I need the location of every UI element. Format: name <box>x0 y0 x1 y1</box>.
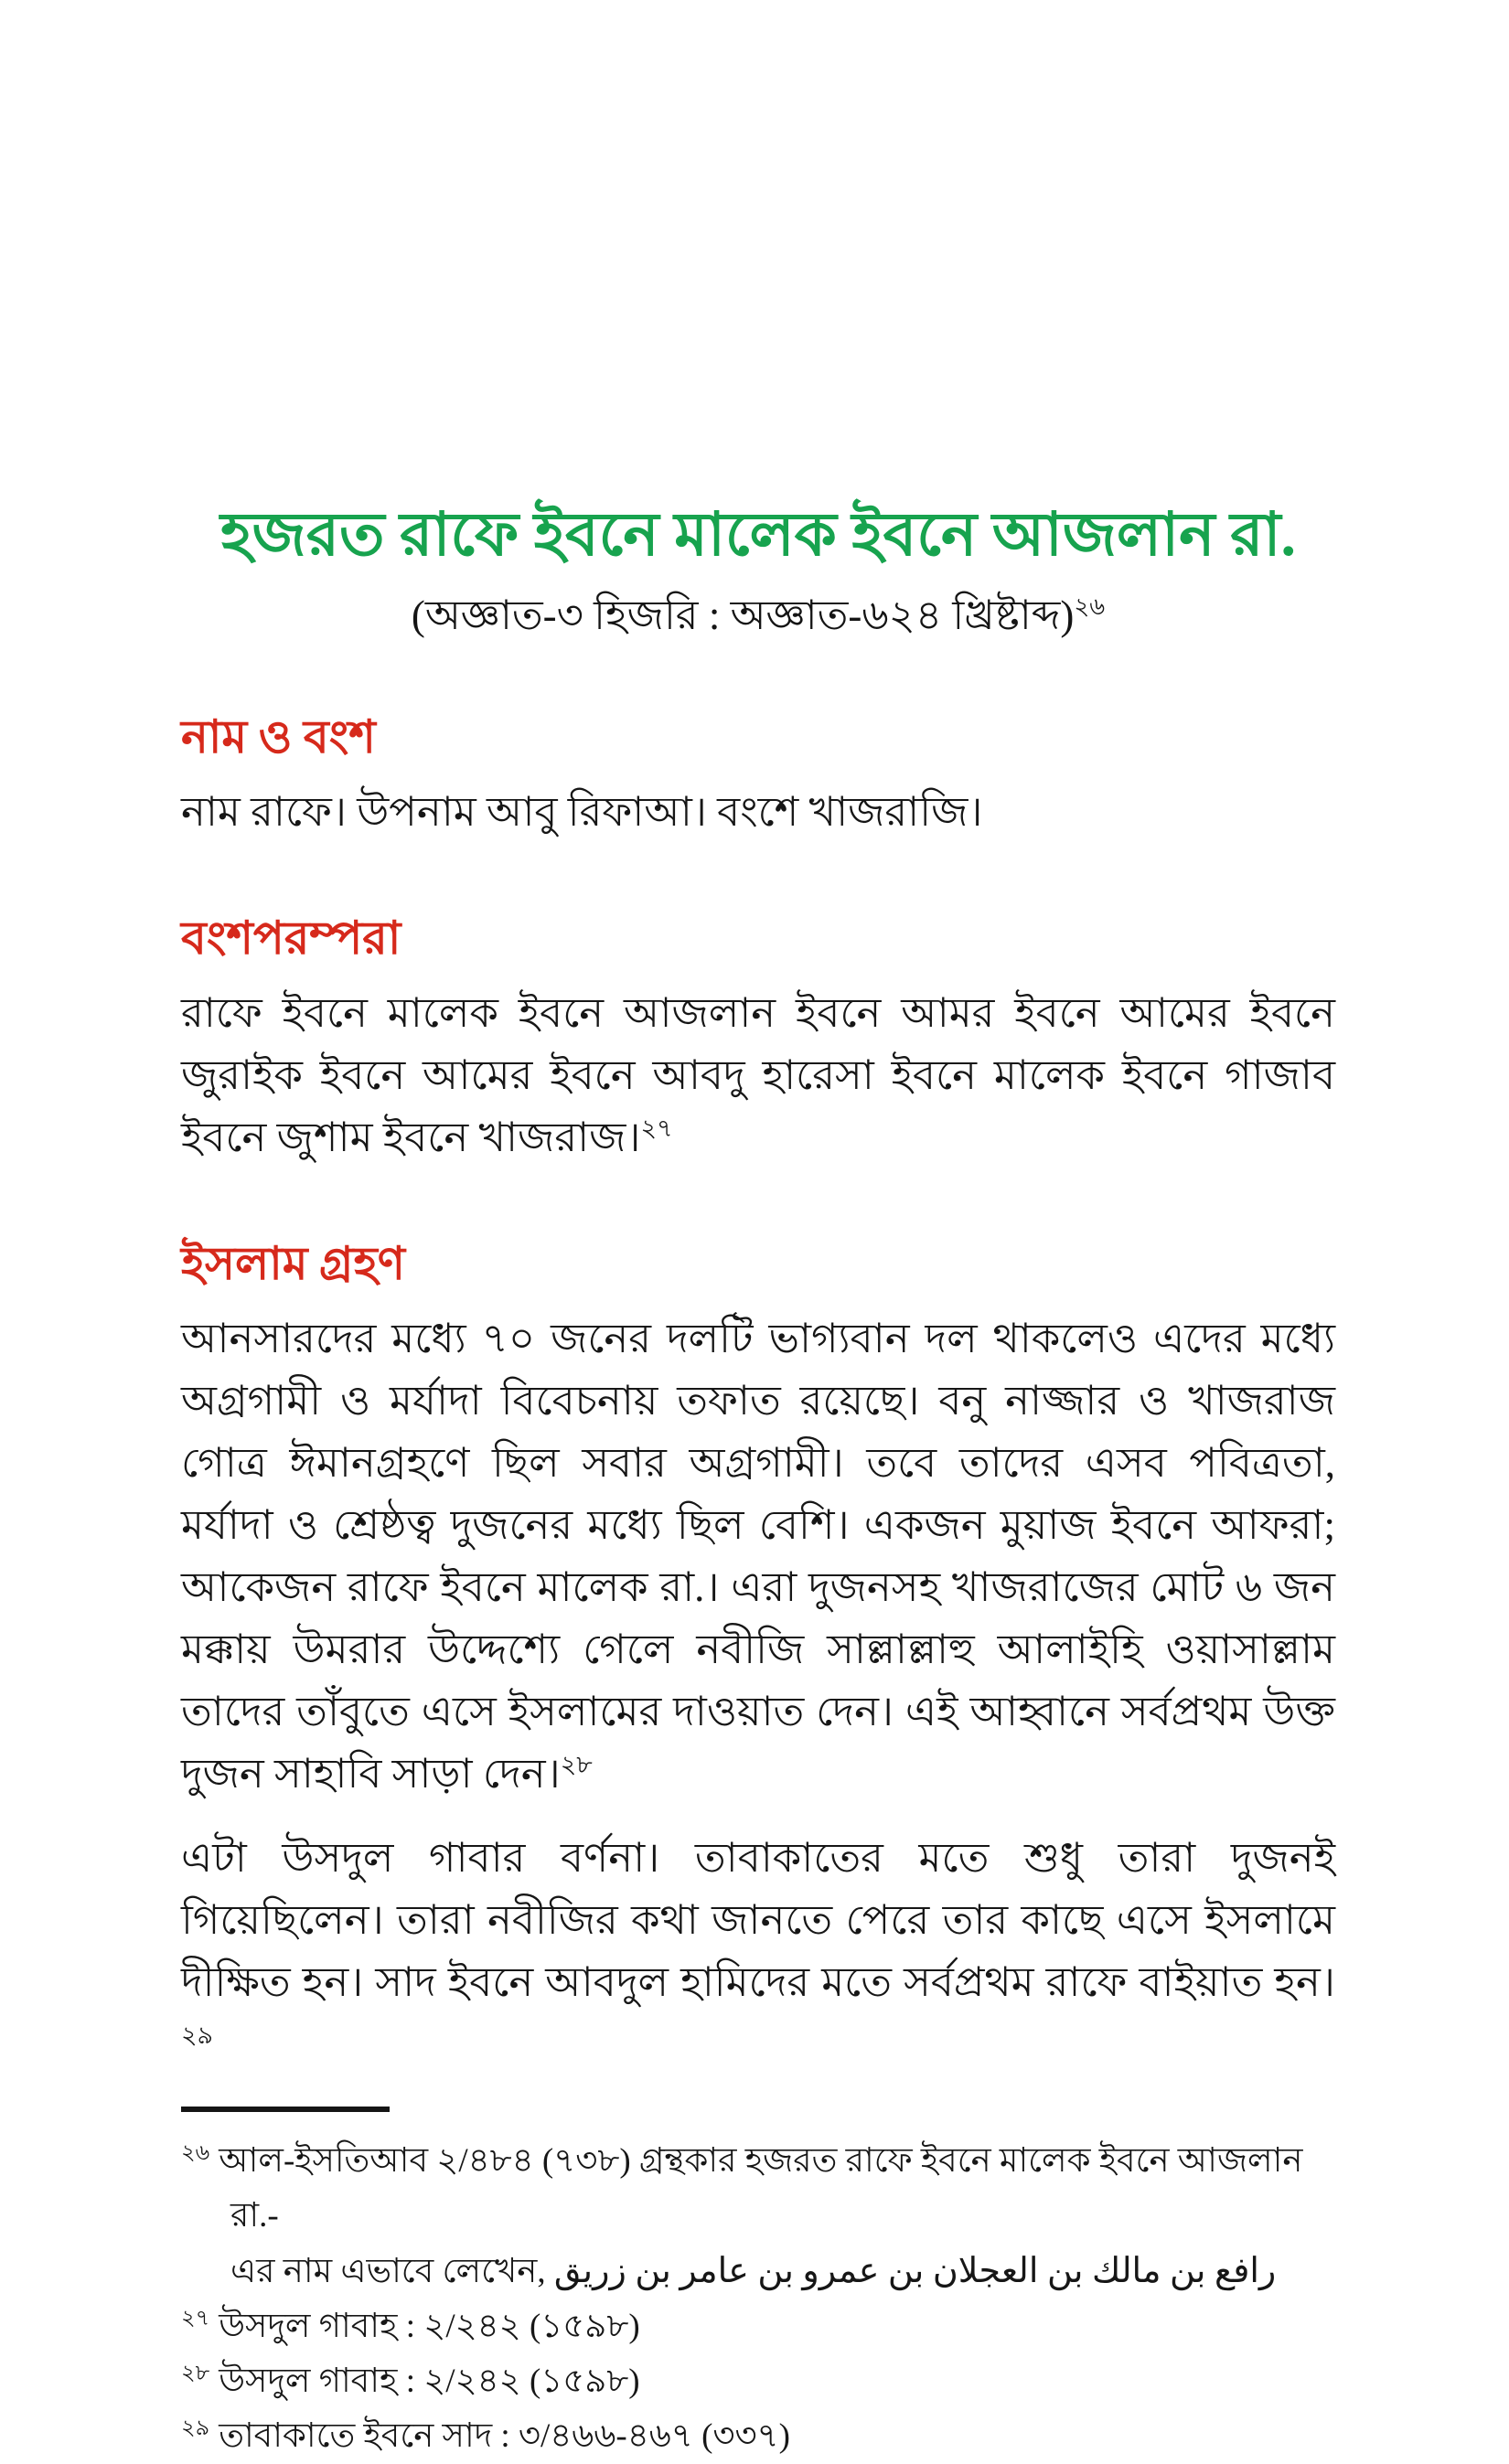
footnote-text: উসদুল গাবাহ : ২/২৪২ (১৫৯৮) <box>219 2363 640 2400</box>
chapter-header <box>181 498 1335 642</box>
page-subtitle <box>181 589 1335 643</box>
footnote-arabic-name: رافع بن مالك بن العجلان بن عمرو بن عامر بن زريق <box>553 2252 1277 2290</box>
footnotes-block <box>181 2107 1335 2464</box>
section-heading: ইসলাম গ্রহণ <box>181 1238 406 1289</box>
footnote-marker: ২৯ <box>181 2416 210 2440</box>
section-heading: নাম ও বংশ <box>181 711 376 763</box>
footnote-marker: ২৮ <box>181 2361 210 2385</box>
footnote-ref: ২৮ <box>560 1751 593 1778</box>
section-accepting-islam <box>181 1236 1335 2075</box>
paragraph-text: এটা উসদুল গাবার বর্ণনা। তাবাকাতের মতে শুধু তারা দুজনই গিয়েছিলেন। তারা নবীজির কথা জানতে পেরে তার কাছে এসে ইসলামে দীক্ষিত হন। সাদ ইবনে আবদুল হামিদের মতে সর্বপ্রথম রাফে বাইয়াত হন। <box>181 1835 1335 2005</box>
paragraph <box>181 781 1335 843</box>
footnote-text: আল-ইসতিআব ২/৪৮৪ (৭৩৮) গ্রন্থকার হজরত রাফে ইবনে মালেক ইবনে আজলান রা.- <box>219 2142 1303 2235</box>
subtitle-text: (অজ্ঞাত-৩ হিজরি : অজ্ঞাত-৬২৪ খ্রিষ্টাব্দ) <box>411 592 1075 638</box>
footnote-marker: ২৭ <box>181 2306 210 2331</box>
footnote-text: তাবাকাতে ইবনে সাদ : ৩/৪৬৬-৪৬৭ (৩৩৭) <box>219 2417 790 2455</box>
footnote-text-line2: এর নাম এভাবে লেখেন, <box>230 2253 546 2290</box>
footnote-separator-rule <box>181 2107 390 2112</box>
paragraph <box>181 1827 1335 2075</box>
page-title: হজরত রাফে ইবনে মালেক ইবনে আজলান রা. <box>219 502 1297 569</box>
footnote-ref: ২৭ <box>640 1115 673 1142</box>
paragraph <box>181 1307 1335 1805</box>
footnote-ref: ২৯ <box>181 2021 214 2049</box>
paragraph <box>181 982 1335 1168</box>
paragraph-text: আনসারদের মধ্যে ৭০ জনের দলটি ভাগ্যবান দল থাকলেও এদের মধ্যে অগ্রগামী ও মর্যাদা বিবেচনায় তফাত রয়েছে। বনু নাজ্জার ও খাজরাজ গোত্র ঈমানগ্রহণে ছিল সবার অগ্রগামী। তবে তাদের এসব পবিত্রতা, মর্যাদা ও শ্রেষ্ঠত্ব দুজনের মধ্যে ছিল বেশি। একজন মুয়াজ ইবনে আফরা; আকেজন রাফে ইবনে মালেক রা.। এরা দুজনসহ খাজরাজের মোট ৬ জন মক্কায় উমরার উদ্দেশ্যে গেলে নবীজি সাল্লাল্লাহু আলাইহি ওয়াসাল্লাম তাদের তাঁবুতে এসে ইসলামের দাওয়াত দেন। এই আহ্বানে সর্বপ্রথম উক্ত দুজন সাহাবি সাড়া দেন। <box>181 1316 1335 1797</box>
footnote-28 <box>181 2354 1335 2409</box>
footnote-text: উসদুল গাবাহ : ২/২৪২ (১৫৯৮) <box>219 2308 640 2345</box>
section-heading: বংশপরম্পরা <box>181 912 401 964</box>
paragraph-text: নাম রাফে। উপনাম আবু রিফাআ। বংশে খাজরাজি। <box>181 789 983 835</box>
footnote-27 <box>181 2299 1335 2354</box>
subtitle-footnote-ref: ২৬ <box>1074 592 1106 620</box>
section-name-and-lineage <box>181 709 1335 843</box>
footnote-29 <box>181 2409 1335 2464</box>
section-genealogy <box>181 911 1335 1168</box>
footnote-marker: ২৬ <box>181 2140 210 2165</box>
footnote-26 <box>181 2134 1335 2299</box>
paragraph-text: রাফে ইবনে মালেক ইবনে আজলান ইবনে আমর ইবনে আমের ইবনে জুরাইক ইবনে আমের ইবনে আবদু হারেসা ইবনে মালেক ইবনে গাজাব ইবনে জুশাম ইবনে খাজরাজ। <box>181 990 1335 1160</box>
